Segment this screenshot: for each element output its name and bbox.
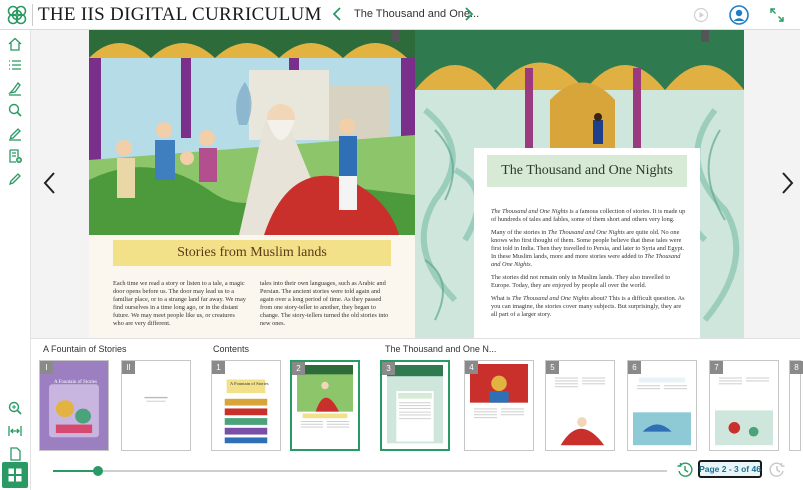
thumbnail-number: I	[40, 361, 53, 374]
page-thumbnail[interactable]	[121, 360, 191, 451]
page-spread	[89, 30, 744, 338]
thumbnail-number: 8	[790, 361, 803, 374]
right-page	[415, 30, 744, 338]
paragraph-4	[491, 295, 687, 319]
thumbnail-title: A Fountain of Stories	[230, 381, 269, 386]
paragraph-2-text-c: .	[530, 261, 533, 268]
page-thumbnail[interactable]	[211, 360, 281, 451]
paragraph-2-text-b: are quite old. No one knows who first thought of them. Some people believe that these tales were first told in India. Then they travelled to Persia, and later to Syria and Egypt. In these Muslim lands, more and more stories were added to	[491, 229, 685, 260]
next-chapter-button[interactable]	[462, 4, 476, 24]
audio-button[interactable]	[690, 4, 712, 26]
illustrated-page-preview	[715, 364, 773, 445]
paragraph-4-text-b: about? This is a difficult question. As you can imagine, the stories cover many subjects. But surprisingly, they are all part of a larger story.	[491, 295, 685, 318]
story-page-preview	[470, 364, 528, 445]
section-label: A Fountain of Stories	[43, 344, 127, 354]
note-add-icon	[7, 148, 23, 164]
paragraph-3: The stories did not remain only in Muslim lands. They also travelled to Europe. Today, they are enjoyed by people all over the world.	[491, 274, 671, 289]
pencil-icon	[7, 171, 23, 187]
page-thumbnail[interactable]	[545, 360, 615, 451]
storyteller-page-preview	[297, 365, 353, 443]
app-title: THE IIS DIGITAL CURRICULUM	[38, 4, 322, 25]
thumbnail-number: II	[122, 361, 135, 374]
thousand-nights-page-preview	[387, 365, 443, 443]
pen-icon	[7, 125, 23, 141]
left-page-column-2: tales into their own languages, such as Arabic and Persian. The ancient stories were told again and again over a long period of time. As they passed from one story-teller to another, they began to change. The story-tellers turned the old stories into new ones.	[260, 280, 389, 327]
zoom-in-button[interactable]	[6, 399, 24, 417]
book-title-italic: The Thousand and One Nights	[491, 253, 681, 268]
paragraph-4-text-a: What is	[491, 295, 512, 302]
page-icon	[7, 446, 23, 462]
header-divider	[32, 4, 33, 26]
thumbnail-number: 4	[465, 361, 478, 374]
thumbnail-number: 1	[212, 361, 225, 374]
next-page-button[interactable]	[777, 168, 797, 198]
storyteller-illustration	[89, 30, 415, 235]
illustrated-page-preview	[633, 364, 691, 445]
left-page-heading: Stories from Muslim lands	[113, 240, 391, 266]
paragraph-1	[491, 208, 687, 224]
fit-width-icon	[7, 423, 23, 439]
play-circle-icon	[693, 7, 709, 23]
page-slider-progress	[53, 470, 98, 472]
section-label: The Thousand and One N...	[385, 344, 497, 354]
previous-page-button[interactable]	[40, 168, 60, 198]
user-avatar-icon	[729, 5, 749, 25]
thumbnail-number: 7	[710, 361, 723, 374]
history-forward-icon[interactable]	[768, 461, 786, 479]
thumbnail-number: 5	[546, 361, 559, 374]
chevron-left-icon	[40, 168, 60, 198]
annotate-button[interactable]	[6, 124, 24, 142]
paragraph-2-text-a: Many of the stories in	[491, 229, 548, 236]
book-title-italic: The Thousand and One Nights	[547, 229, 625, 236]
right-page-heading: The Thousand and One Nights	[487, 155, 687, 187]
left-page	[89, 30, 415, 338]
chevron-right-icon	[777, 168, 797, 198]
list-icon	[7, 57, 23, 73]
home-icon	[7, 36, 23, 52]
thumbnail-number: 3	[382, 362, 395, 375]
zoom-in-icon	[7, 400, 23, 416]
header-actions	[690, 4, 788, 26]
chapter-navigator	[330, 4, 480, 24]
thumbnail-number: 2	[292, 362, 305, 375]
page-thumbnail[interactable]	[627, 360, 697, 451]
page-slider-handle[interactable]	[93, 466, 103, 476]
thumbnail-title: A Fountain of Stories	[54, 380, 97, 385]
text-page-preview	[551, 364, 609, 445]
chevron-right-icon	[464, 7, 474, 21]
right-page-text	[491, 208, 687, 324]
edit-button[interactable]	[6, 170, 24, 188]
book-viewer	[31, 30, 800, 338]
highlight-button[interactable]	[6, 79, 24, 97]
page-thumbnail-active[interactable]	[290, 360, 360, 451]
previous-chapter-button[interactable]	[330, 4, 344, 24]
blank-page-preview	[127, 364, 185, 445]
highlighter-icon	[7, 80, 23, 96]
history-back-icon[interactable]	[676, 461, 694, 479]
iis-logo-icon[interactable]	[6, 4, 28, 26]
add-note-button[interactable]	[6, 147, 24, 165]
user-profile-button[interactable]	[728, 4, 750, 26]
chevron-left-icon	[332, 7, 342, 21]
left-toolbar	[0, 30, 31, 490]
contents-page-preview	[217, 364, 275, 445]
chapter-title: The Thousand and One...	[354, 8, 480, 20]
page-thumbnail[interactable]	[39, 360, 109, 451]
expand-icon	[769, 7, 785, 23]
search-button[interactable]	[6, 101, 24, 119]
paragraph-2	[491, 229, 687, 269]
page-thumbnail-active[interactable]	[380, 360, 450, 451]
left-page-text	[113, 280, 393, 328]
thumbnails-toggle-button[interactable]	[2, 462, 28, 488]
fit-width-button[interactable]	[6, 422, 24, 440]
fullscreen-button[interactable]	[766, 4, 788, 26]
left-page-column-1: Each time we read a story or listen to a tale, a magic door opens before us. The door may lead us to a familiar place, or to a strange land far away. We may find ourselves in a time long ago, or in the distant future. We may meet people like us, or creatures who are very different.	[113, 280, 246, 327]
page-slider-track[interactable]	[53, 470, 667, 472]
book-title-italic: The Thousand and One Nights	[491, 208, 568, 215]
paragraph-1-text: is a famous collection of stories. It is made up of hundreds of tales and fables, some of them short and others very long.	[491, 208, 686, 223]
thumbnail-number: 6	[628, 361, 641, 374]
page-navigation-bar	[31, 458, 800, 490]
cover-preview	[40, 361, 108, 450]
grid-icon	[7, 467, 23, 483]
page-thumbnail[interactable]	[464, 360, 534, 451]
search-icon	[7, 102, 23, 118]
single-page-button[interactable]	[6, 445, 24, 463]
home-button[interactable]	[6, 35, 24, 53]
section-label: Contents	[213, 344, 250, 354]
top-header	[0, 0, 800, 30]
contents-button[interactable]	[6, 56, 24, 74]
thumbnail-strip	[31, 338, 800, 458]
page-thumbnail[interactable]	[789, 360, 801, 451]
page-thumbnail[interactable]	[709, 360, 779, 451]
page-indicator: Page 2 - 3 of 46	[698, 460, 762, 478]
book-title-italic: The Thousand and One Nights	[512, 295, 589, 302]
